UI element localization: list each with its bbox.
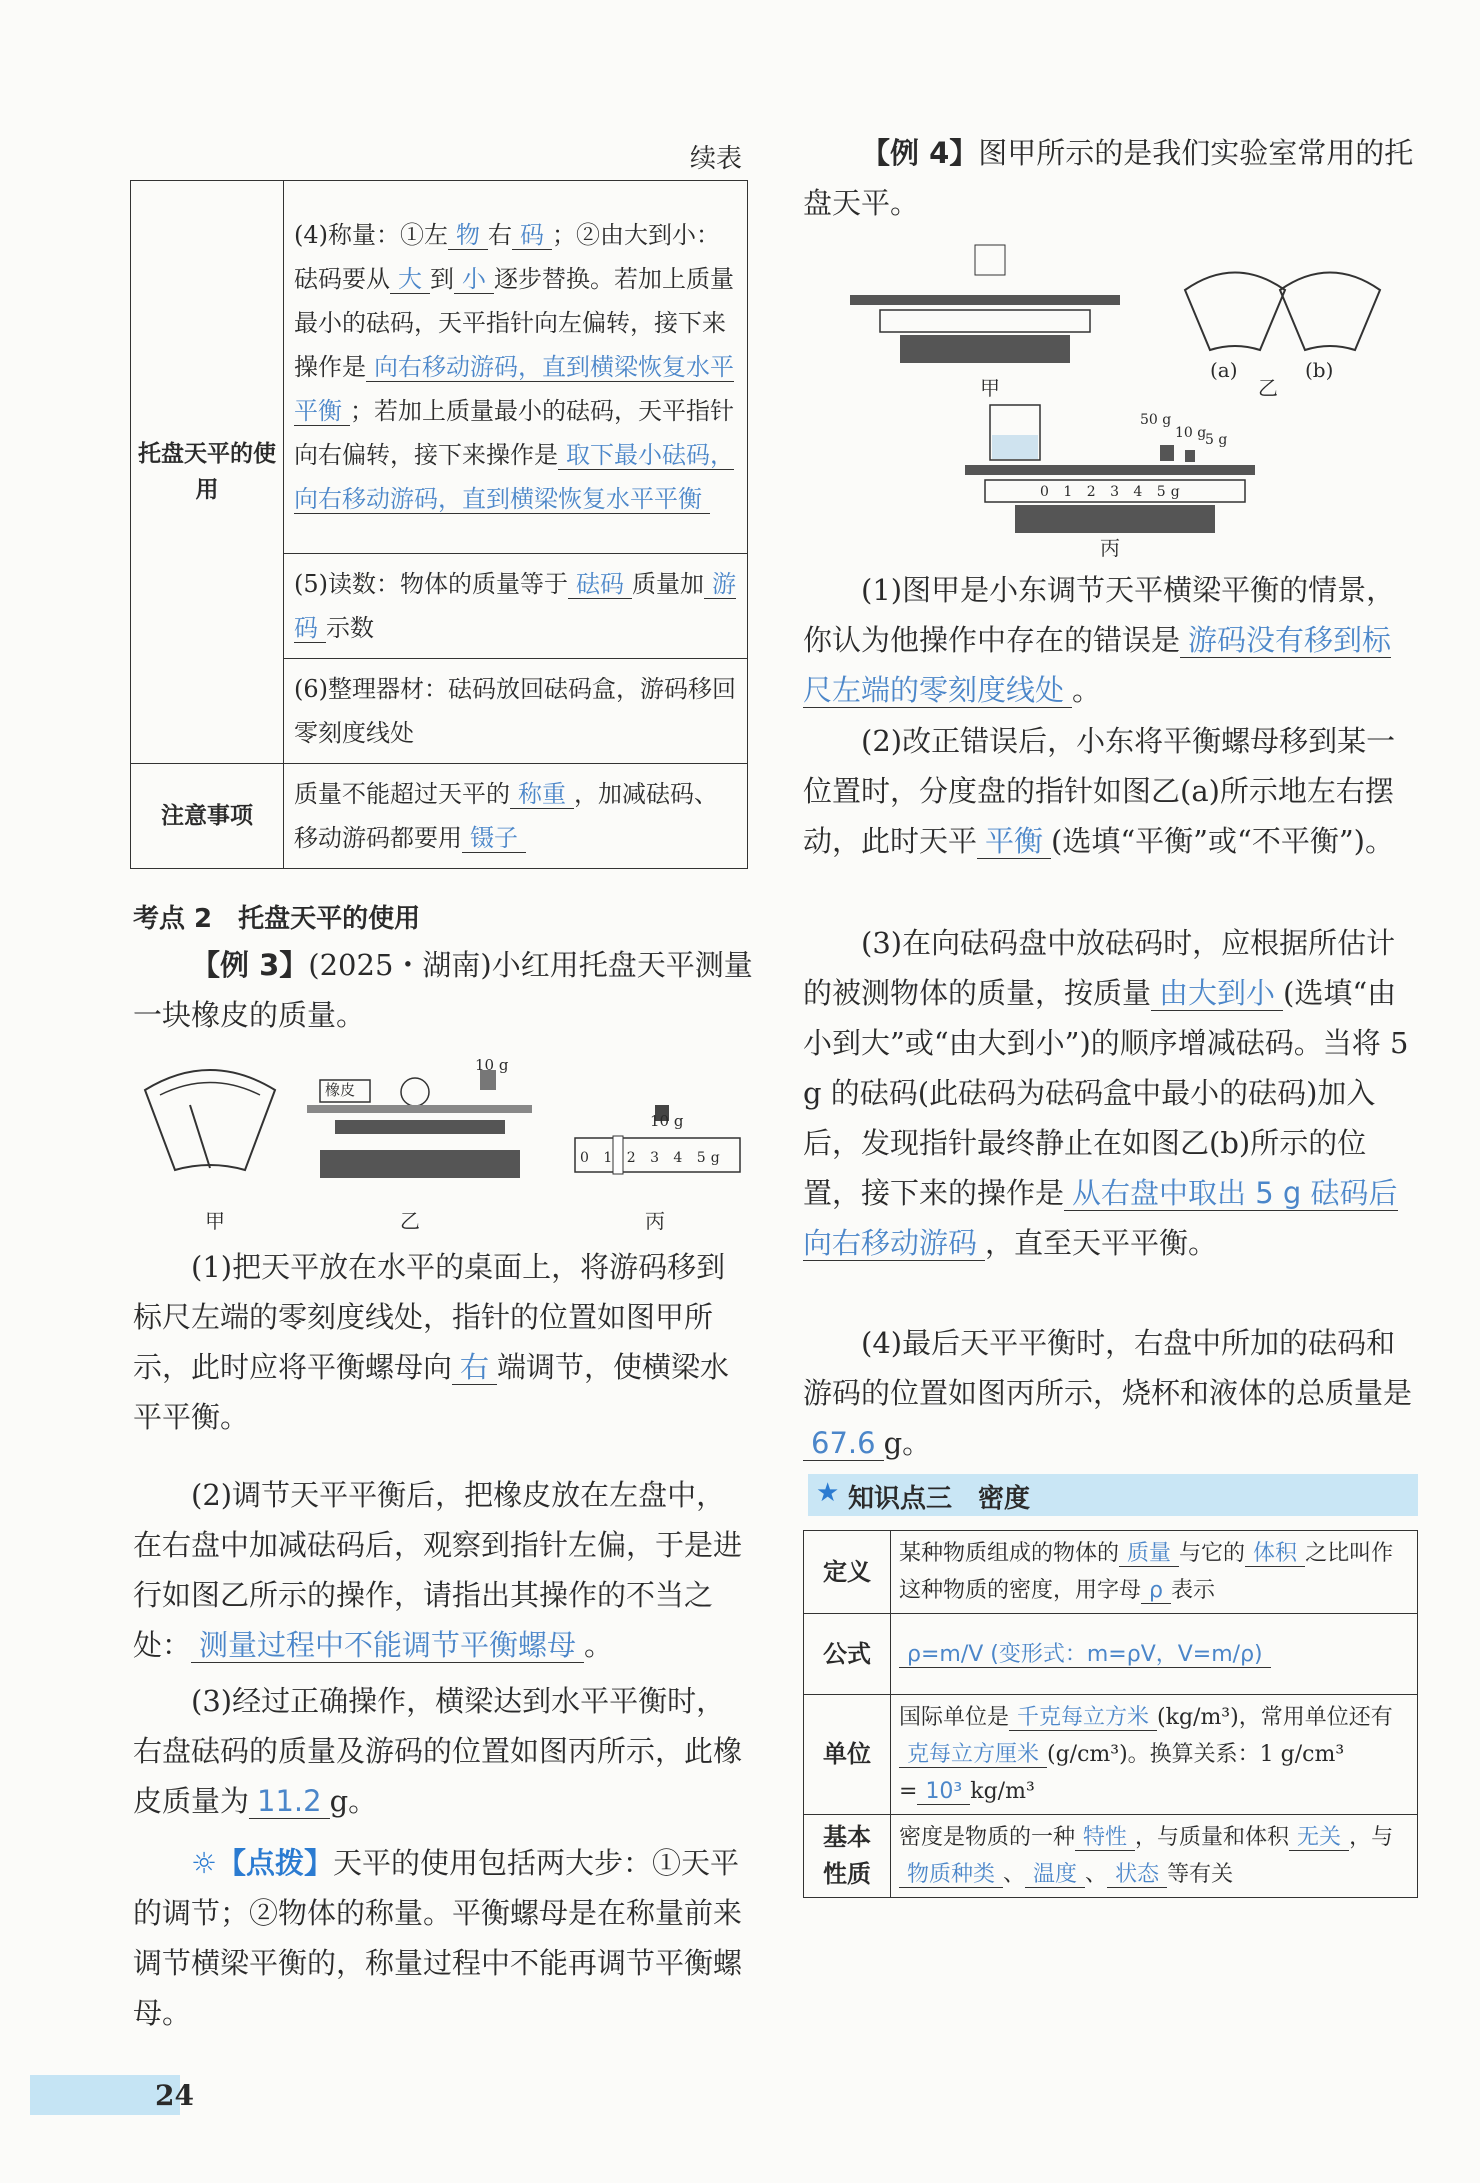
example3-tip: ☼【点拨】天平的使用包括两大步：①天平的调节；②物体的称量。平衡螺母是在称量前来调节横梁平衡的，称量过程中不能再调节平衡螺母。	[133, 1846, 743, 2030]
fig3-weight-label: 10 g	[475, 1056, 509, 1074]
example3-stem: 【例 3】(2025・湖南)小红用托盘天平测量一块橡皮的质量。	[133, 948, 753, 1032]
fig3-weight-label-b: 10 g	[650, 1112, 684, 1130]
density-table	[803, 1530, 1418, 1898]
example4-q1: (1)图甲是小东调节天平横梁平衡的情景，你认为他操作中存在的错误是 游码没有移到标尺左端的零刻度线处 。	[803, 573, 1396, 707]
balance-jia	[850, 245, 1120, 363]
fig3-scale-label: 0 1 2 3 4 5g	[580, 1150, 725, 1166]
knowledge-title-bar	[808, 1474, 1418, 1516]
example4-q3: (3)在向砝码盘中放砝码时，应根据所估计的被测物体的质量，按质量 由大到小 (选填“由小到大”或“由大到小”)的顺序增减砝码。当将 5 g 的砝码(此砝码为砝码盒中最小的砝码)加入后，发现指针最终静止在如图乙(b)所示的位置，接下来的操作是 从右盘中取出 5 g 砝码后向右移动游码 ，直至天平平衡。	[803, 926, 1409, 1260]
tidy-cell: (6)整理器材：砝码放回砝码盒，游码移回零刻度线处	[284, 659, 748, 764]
row-label-usage: 托盘天平的使用	[131, 181, 284, 764]
weighing-cell: (4)称量：①左 物 右 码 ；②由大到小：砝码要从 大 到 小 逐步替换。若加上质量最小的砝码，天平指针向左偏转，接下来操作是 向右移动游码，直到横梁恢复水平平衡 ；若加上质量最小的砝码，天平指针向右偏转，接下来操作是 取下最小砝码，向右移动游码，直到横梁恢复水平平衡	[284, 181, 748, 554]
fig3-label-bing: 丙	[645, 1209, 665, 1233]
def-label: 定义	[804, 1531, 891, 1614]
balance-bing	[965, 405, 1255, 533]
def-cell: 某种物质组成的物体的 质量 与它的 体积 之比叫作这种物质的密度，用字母 ρ 表示	[891, 1531, 1418, 1614]
kaodian-heading: 考点 2 托盘天平的使用	[133, 904, 421, 934]
tip-lightbulb-icon: ☼	[191, 1846, 217, 1880]
fig4-label-bing: 丙	[1100, 536, 1120, 560]
example3-q3: (3)经过正确操作，横梁达到水平平衡时，右盘砝码的质量及游码的位置如图丙所示，此橡皮质量为 11.2 g。	[133, 1684, 743, 1818]
example4-q4: (4)最后天平平衡时，右盘中所加的砝码和游码的位置如图丙所示，烧杯和液体的总质量是67.6 g。	[803, 1326, 1413, 1460]
unit-cell: 国际单位是 千克每立方米 (kg/m³)，常用单位还有克每立方厘米 (g/cm³)。换算关系：1 g/cm³ = 10³ kg/m³	[891, 1695, 1418, 1815]
reading-cell: (5)读数：物体的质量等于 砝码 质量加 游码 示数	[284, 554, 748, 659]
example4-q2: (2)改正错误后，小东将平衡螺母移到某一位置时，分度盘的指针如图乙(a)所示地左右摆动，此时天平 平衡 (选填“平衡”或“不平衡”)。	[803, 724, 1396, 858]
balance-usage-table	[130, 180, 748, 869]
formula-label: 公式	[804, 1614, 891, 1695]
star-icon: ★	[816, 1478, 840, 1508]
fig4-label-jia: 甲	[980, 376, 1000, 400]
fig4-label-yi: 乙	[1258, 376, 1278, 400]
prop-cell: 密度是物质的一种 特性 ，与质量和体积 无关 ，与物质种类 、 温度 、 状态 等有关	[891, 1815, 1418, 1898]
knowledge-title: 知识点三 密度	[848, 1484, 1031, 1514]
notes-cell: 质量不能超过天平的 称重 ，加减砝码、移动游码都要用 镊子	[284, 764, 748, 869]
example4-stem: 【例 4】图甲所示的是我们实验室常用的托盘天平。	[803, 136, 1414, 220]
example3-figure	[135, 1050, 750, 1230]
dial-yi	[1185, 273, 1380, 351]
example3-q2: (2)调节天平平衡后，把橡皮放在左盘中，在右盘中加减砝码后，观察到指针左偏，于是进行如图乙所示的操作，请指出其操作的不当之处： 测量过程中不能调节平衡螺母 。	[133, 1478, 743, 1662]
example3-q1: (1)把天平放在水平的桌面上，将游码移到标尺左端的零刻度线处，指针的位置如图甲所示，此时应将平衡螺母向 右 端调节，使横梁水平平衡。	[133, 1250, 730, 1434]
fig3-label-jia: 甲	[205, 1209, 225, 1233]
dial-jia	[145, 1070, 275, 1170]
fig3-eraser-label: 橡皮	[325, 1081, 356, 1099]
continued-label: 续表	[690, 144, 743, 174]
fig4-weight-10: 10 g	[1175, 425, 1207, 441]
formula-cell: ρ=m/V (变形式：m=ρV，V=m/ρ)	[891, 1614, 1418, 1695]
fig4-scale-label: 0 1 2 3 4 5g	[1040, 484, 1185, 500]
fig3-label-yi: 乙	[400, 1209, 420, 1233]
fig4-weight-5: 5 g	[1205, 432, 1228, 448]
prop-label: 基本性质	[804, 1815, 891, 1898]
page-number-bar	[30, 2075, 194, 2115]
unit-label: 单位	[804, 1695, 891, 1815]
fig4-label-b: (b)	[1305, 358, 1334, 382]
fig4-label-a: (a)	[1210, 358, 1238, 382]
page-number: 24	[155, 2079, 194, 2112]
fig4-weight-50: 50 g	[1140, 412, 1172, 428]
row-label-notes: 注意事项	[131, 764, 284, 869]
